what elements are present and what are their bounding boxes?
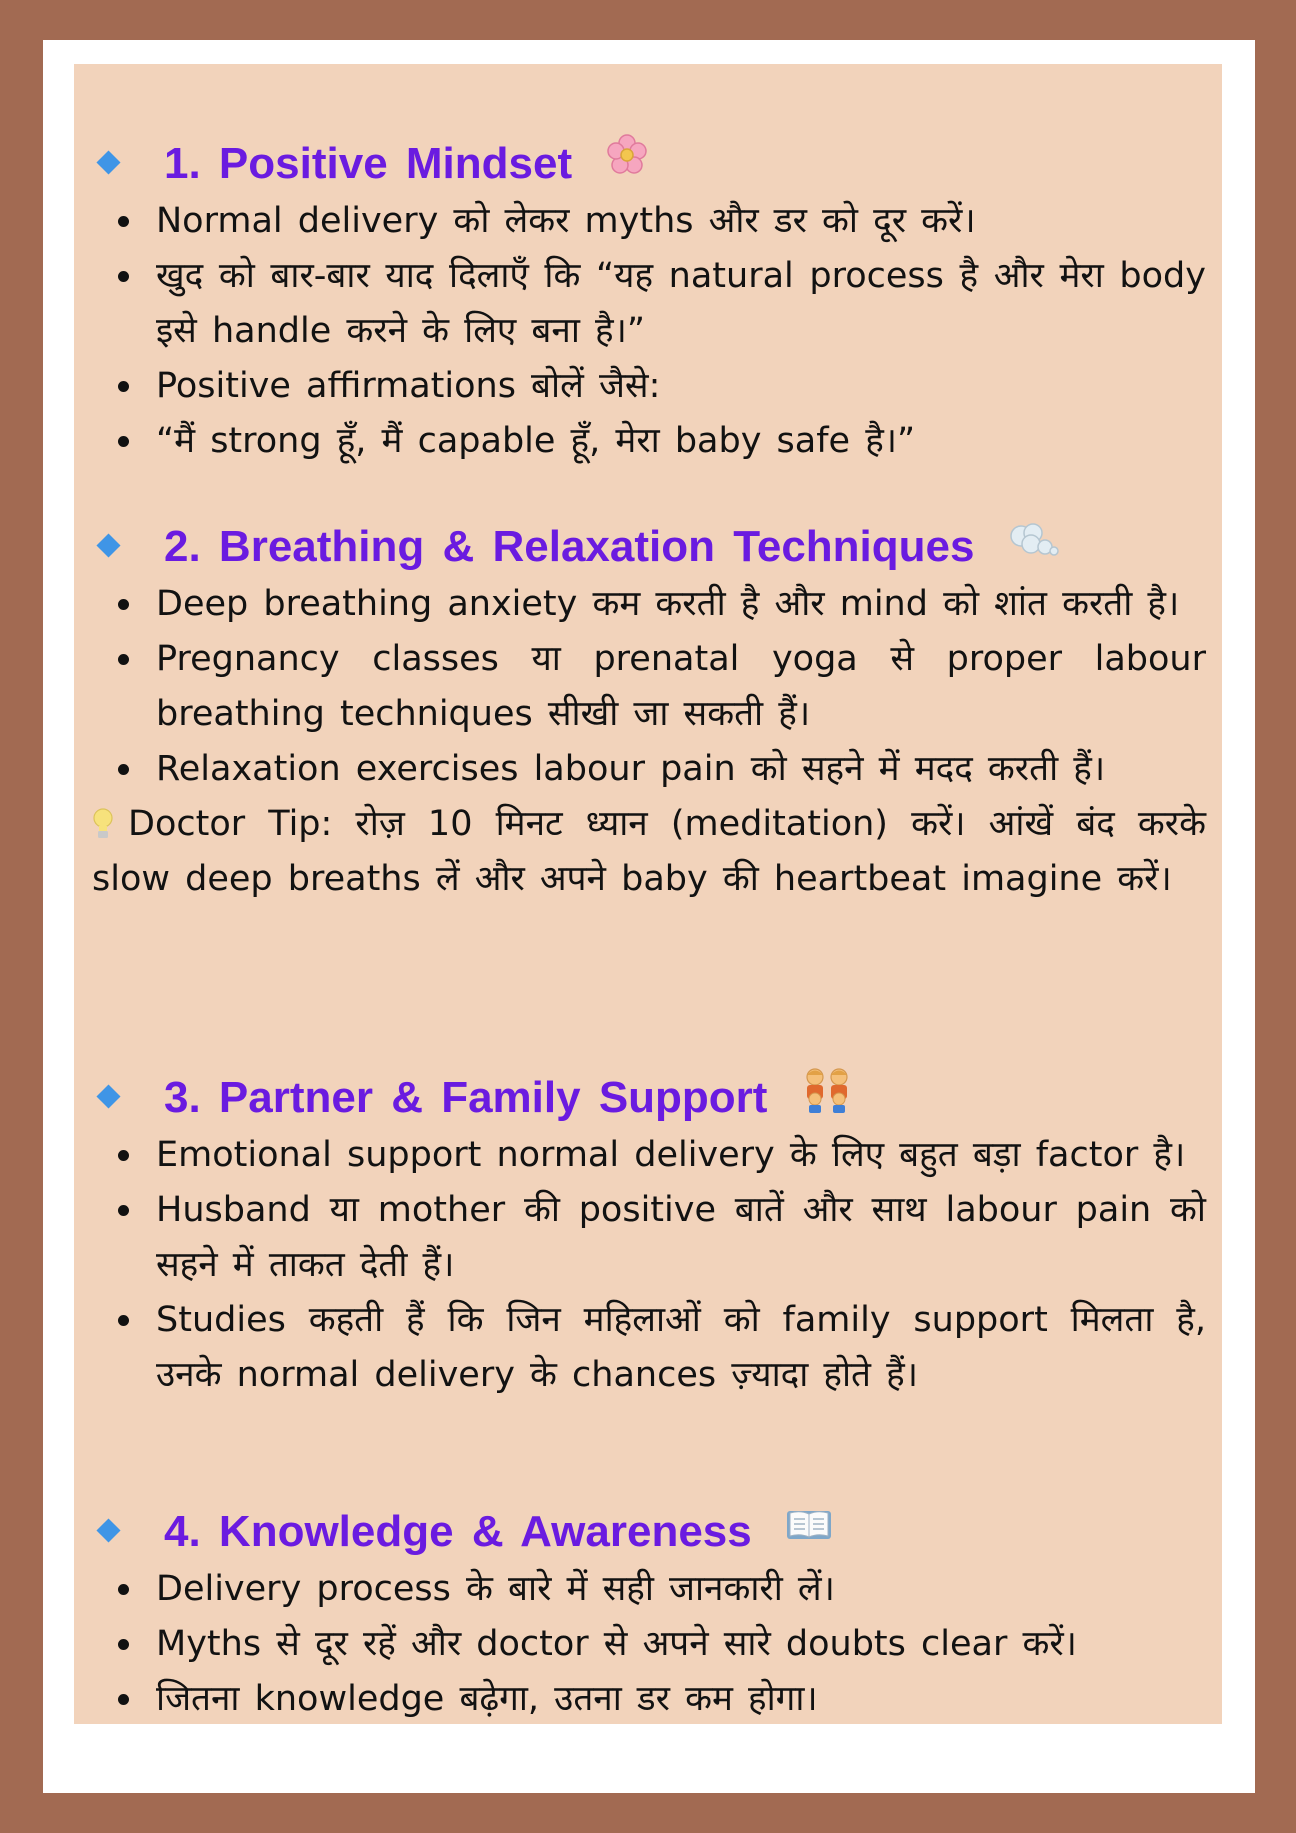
breath-puff-emoji-icon <box>1007 516 1059 576</box>
doctor-tip <box>92 797 1206 907</box>
section-heading <box>92 1502 1206 1562</box>
section-breathing-relaxation <box>92 517 1206 907</box>
list-item: Studies कहती हैं कि जिन महिलाओं को family support मिलता है, उनके normal delivery के chances ज़्यादा होते हैं। <box>92 1293 1206 1403</box>
page-frame <box>43 40 1255 1793</box>
section-heading-text: 3. Partner & Family Support <box>164 1073 768 1122</box>
list-item: Husband या mother की positive बातें और साथ labour pain को सहने में ताकत देती हैं। <box>92 1183 1206 1293</box>
bullet-list <box>92 577 1206 797</box>
section-heading-text: 2. Breathing & Relaxation Techniques <box>164 522 975 571</box>
content-panel <box>74 64 1222 1724</box>
list-item: “मैं strong हूँ, मैं capable हूँ, मेरा baby safe है।” <box>92 414 1206 469</box>
diamond-bullet-icon <box>96 1084 120 1108</box>
flower-emoji-icon <box>604 132 650 194</box>
diamond-bullet-icon <box>96 150 120 174</box>
bullet-list <box>92 194 1206 469</box>
list-item: Positive affirmations बोलें जैसे: <box>92 359 1206 414</box>
section-heading <box>92 1068 1206 1128</box>
diamond-bullet-icon <box>96 533 120 557</box>
list-item: खुद को बार-बार याद दिलाएँ कि “यह natural process है और मेरा body इसे handle करने के लिए बना है।” <box>92 249 1206 359</box>
bullet-list <box>92 1128 1206 1403</box>
section-heading-text: 1. Positive Mindset <box>164 139 573 188</box>
open-book-emoji-icon <box>784 1501 834 1561</box>
doctor-tip-text: Doctor Tip: रोज़ 10 मिनट ध्यान (meditation) करें। आंखें बंद करके slow deep breaths लें और अपने baby की heartbeat imagine करें। <box>92 804 1206 899</box>
list-item: Delivery process के बारे में सही जानकारी लें। <box>92 1562 1206 1617</box>
list-item: Emotional support normal delivery के लिए बहुत बड़ा factor है। <box>92 1128 1206 1183</box>
section-knowledge-awareness <box>92 1502 1206 1727</box>
list-item: जितना knowledge बढ़ेगा, उतना डर कम होगा। <box>92 1672 1206 1727</box>
diamond-bullet-icon <box>96 1518 120 1542</box>
section-positive-mindset <box>92 134 1206 469</box>
bullet-list <box>92 1562 1206 1727</box>
list-item: Relaxation exercises labour pain को सहने में मदद करती हैं। <box>92 742 1206 797</box>
list-item: Pregnancy classes या prenatal yoga से proper labour breathing techniques सीखी जा सकती हैं। <box>92 632 1206 742</box>
section-partner-family-support <box>92 1068 1206 1403</box>
section-heading <box>92 134 1206 194</box>
list-item: Deep breathing anxiety कम करती है और mind को शांत करती है। <box>92 577 1206 632</box>
lightbulb-icon <box>92 807 114 841</box>
family-emoji-icon <box>800 1065 854 1129</box>
section-heading <box>92 517 1206 577</box>
list-item: Myths से दूर रहें और doctor से अपने सारे doubts clear करें। <box>92 1617 1206 1672</box>
list-item: Normal delivery को लेकर myths और डर को दूर करें। <box>92 194 1206 249</box>
section-heading-text: 4. Knowledge & Awareness <box>164 1507 752 1556</box>
